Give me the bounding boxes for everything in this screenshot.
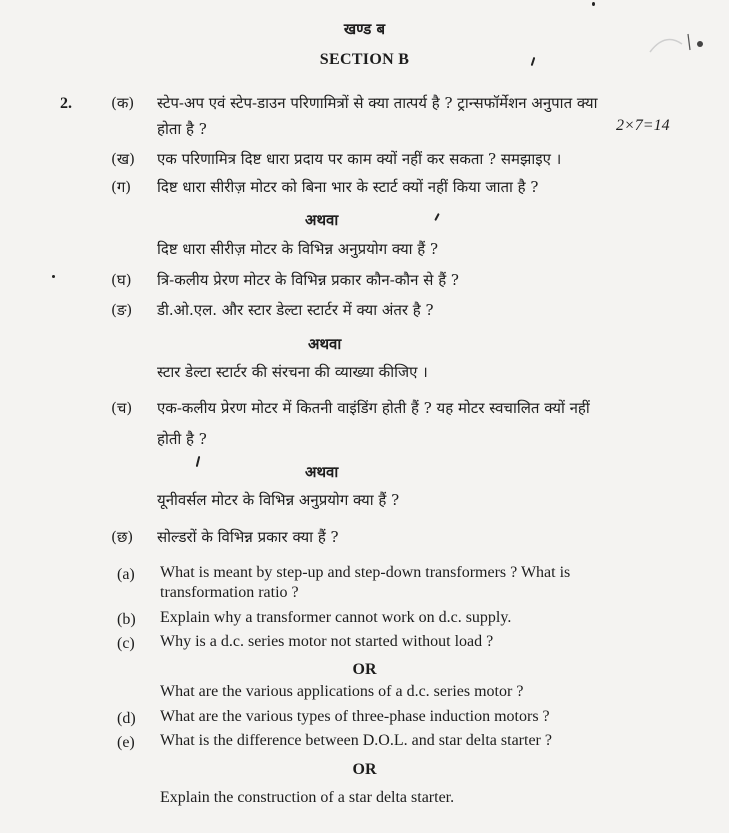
item-label-kha: (ख) [111,150,135,168]
stray-mark [52,275,55,278]
item-text-cha-line2: होती है ? [157,430,207,448]
item-label-e: (e) [117,734,135,751]
or-text-hindi-3: यूनीवर्सल मोटर के विभिन्न अनुप्रयोग क्या हैं ? [157,491,400,509]
or-heading-hindi-1: अथवा [305,211,339,229]
item-text-a-line2: transformation ratio ? [160,584,299,601]
item-text-gha: त्रि-कलीय प्रेरण मोटर के विभिन्न प्रकार कौन-कौन से हैं ? [157,271,459,289]
scan-artifact-mark [640,22,720,62]
item-text-e: What is the difference between D.O.L. and star delta starter ? [160,732,552,749]
item-label-gha: (घ) [111,271,132,289]
item-text-d: What are the various types of three-phase induction motors ? [160,708,550,725]
or-text-hindi-2: स्टार डेल्टा स्टार्टर की संरचना की व्याख्या कीजिए । [157,363,428,381]
item-label-nga: (ङ) [111,301,133,319]
item-text-nga: डी.ओ.एल. और स्टार डेल्टा स्टार्टर में क्या अंतर है ? [157,301,434,319]
item-label-b: (b) [117,611,136,628]
item-text-c: Why is a d.c. series motor not started without load ? [160,633,494,650]
marks: 2×7=14 [616,117,670,134]
item-text-cha-line1: एक-कलीय प्रेरण मोटर में कितनी वाइंडिंग होती हैं ? यह मोटर स्वचालित क्यों नहीं [157,399,590,417]
or-text-english-1: What are the various applications of a d.c. series motor ? [160,683,524,700]
question-number: 2. [60,95,72,112]
item-label-ga: (ग) [111,178,132,196]
item-text-kha: एक परिणामित्र दिष्ट धारा प्रदाय पर काम क्यों नहीं कर सकता ? समझाइए । [157,150,562,168]
or-text-english-2: Explain the construction of a star delta starter. [160,789,455,806]
or-heading-hindi-3: अथवा [305,463,339,481]
item-text-b: Explain why a transformer cannot work on d.c. supply. [160,609,512,626]
item-label-chha: (छ) [111,528,134,546]
item-label-c: (c) [117,635,135,652]
or-heading-english-2: OR [352,761,377,778]
section-title-english: SECTION B [319,51,410,68]
item-label-ka: (क) [111,94,135,112]
item-label-cha: (च) [111,399,133,417]
item-label-d: (d) [117,710,136,727]
section-title-hindi: खण्ड ब [343,20,386,38]
item-text-a-line1: What is meant by step-up and step-down transformers ? What is [160,564,571,581]
or-heading-english-1: OR [352,661,377,678]
stray-mark [196,456,201,467]
item-text-ga: दिष्ट धारा सीरीज़ मोटर को बिना भार के स्टार्ट क्यों नहीं किया जाता है ? [157,178,539,196]
item-text-chha: सोल्डरों के विभिन्न प्रकार क्या हैं ? [157,528,339,546]
stray-mark [592,2,595,6]
or-text-hindi-1: दिष्ट धारा सीरीज़ मोटर के विभिन्न अनुप्रयोग क्या हैं ? [157,240,439,258]
or-heading-hindi-2: अथवा [308,335,342,353]
item-text-ka-line2: होता है ? [157,120,207,138]
stray-mark [434,213,440,221]
item-label-a: (a) [117,566,135,583]
item-text-ka-line1: स्टेप-अप एवं स्टेप-डाउन परिणामित्रों से क्या तात्पर्य है ? ट्रान्सफॉर्मेशन अनुपात क्या [157,94,598,112]
